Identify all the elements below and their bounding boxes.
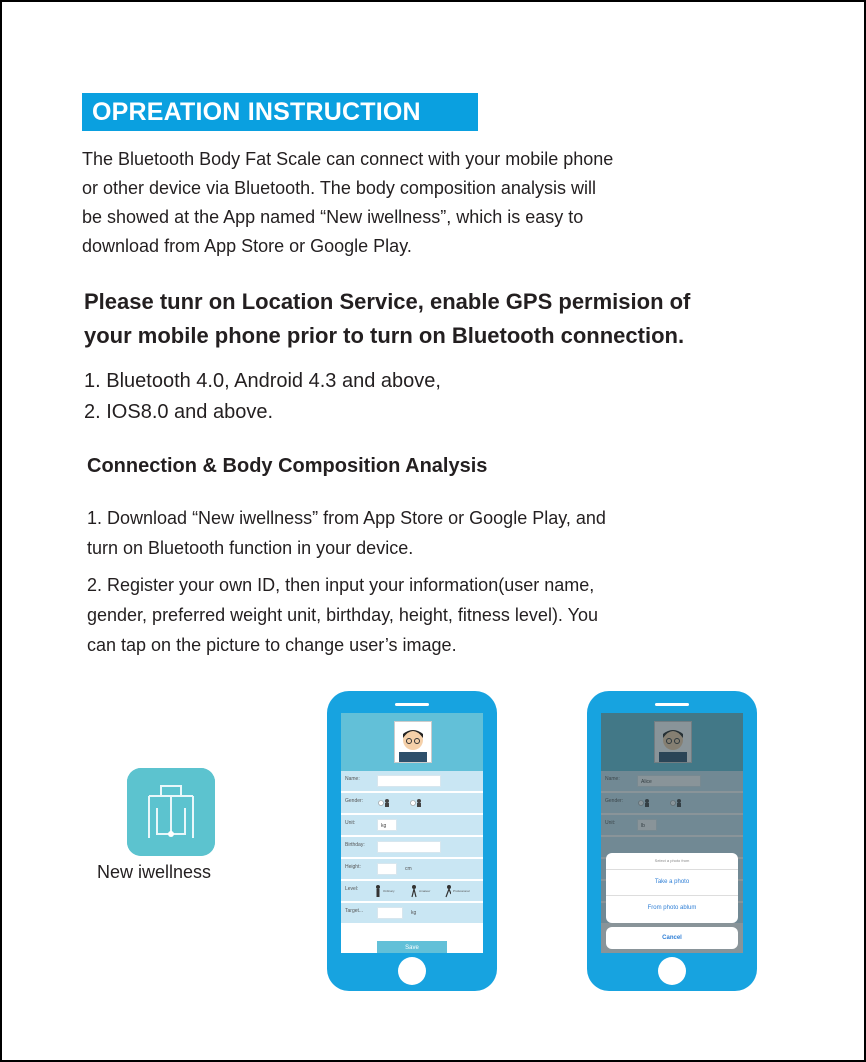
divider [606, 895, 738, 896]
level-option: Ordinary [383, 889, 395, 893]
home-button[interactable] [658, 957, 686, 985]
phone-screen [341, 713, 483, 953]
circuit-logo-icon [127, 768, 215, 856]
photo-album-option[interactable]: From photo ablum [647, 905, 697, 911]
divider [606, 869, 738, 870]
level-option: Amateur [419, 889, 431, 893]
step-2 [87, 570, 787, 660]
row-label: Height: [345, 864, 361, 870]
phone-screen [601, 713, 743, 953]
home-button[interactable] [398, 957, 426, 985]
row-label: Unit: [345, 820, 356, 826]
requirement-item: 2. IOS8.0 and above. [84, 401, 274, 423]
level-row [341, 881, 483, 903]
take-photo-option[interactable]: Take a photo [654, 879, 690, 885]
cancel-button[interactable]: Cancel [606, 927, 738, 949]
intro-line: be showed at the App named “New iwellness”, which is easy to [82, 207, 584, 227]
app-name-label: New iwellness [97, 862, 212, 882]
professional-person-icon[interactable] [445, 884, 451, 898]
profile-header [341, 713, 483, 771]
intro-line: download from App Store or Google Play. [82, 236, 412, 256]
intro-paragraph [82, 145, 782, 261]
row-label: Target... [345, 908, 364, 914]
unit-field[interactable]: kg [377, 819, 397, 831]
save-button[interactable]: Save [377, 941, 447, 953]
step-line: gender, preferred weight unit, birthday, height, fitness level). You [87, 605, 598, 625]
step-line: 1. Download “New iwellness” from App Store or Google Play, and [87, 508, 606, 528]
page-title: OPREATION INSTRUCTION [92, 98, 421, 126]
requirement-item: 1. Bluetooth 4.0, Android 4.3 and above, [84, 370, 441, 392]
intro-line: or other device via Bluetooth. The body composition analysis will [82, 178, 596, 198]
app-icon [127, 768, 215, 856]
target-unit: kg [411, 910, 417, 916]
step-line: can tap on the picture to change user’s image. [87, 635, 457, 655]
unit-row [341, 815, 483, 837]
amateur-person-icon[interactable] [411, 884, 417, 898]
warning-line: Please tunr on Location Service, enable GPS permision of [84, 289, 691, 314]
row-label: Gender: [345, 798, 364, 804]
gender-row [341, 793, 483, 815]
warning-line: your mobile phone prior to turn on Bluetooth connection. [84, 323, 685, 348]
height-row [341, 859, 483, 881]
row-label: Level: [345, 886, 359, 892]
gps-warning [84, 285, 824, 353]
target-field[interactable] [377, 907, 403, 919]
user-avatar-icon [395, 722, 431, 762]
speaker-slot [395, 703, 429, 706]
step-line: turn on Bluetooth function in your device. [87, 538, 414, 558]
avatar[interactable] [394, 721, 432, 763]
level-option: Professional [453, 889, 470, 893]
birthday-row [341, 837, 483, 859]
row-label: Name: [345, 776, 360, 782]
speaker-slot [655, 703, 689, 706]
photo-action-sheet [606, 853, 738, 923]
row-label: Birthday: [345, 842, 365, 848]
birthday-field[interactable] [377, 841, 441, 853]
step-line: 2. Register your own ID, then input your information(user name, [87, 575, 595, 595]
step-1 [87, 503, 787, 563]
ordinary-person-icon[interactable] [375, 884, 381, 898]
phone-photo-picker-screen [587, 691, 757, 991]
phone-registration-screen [327, 691, 497, 991]
gender-options-icon[interactable] [377, 798, 437, 808]
section-heading: Connection & Body Composition Analysis [87, 455, 488, 477]
target-row [341, 903, 483, 925]
height-unit: cm [405, 866, 412, 872]
name-field[interactable] [377, 775, 441, 787]
height-field[interactable] [377, 863, 397, 875]
sheet-title: Select a photo from [654, 858, 690, 863]
intro-line: The Bluetooth Body Fat Scale can connect with your mobile phone [82, 149, 614, 169]
name-row [341, 771, 483, 793]
